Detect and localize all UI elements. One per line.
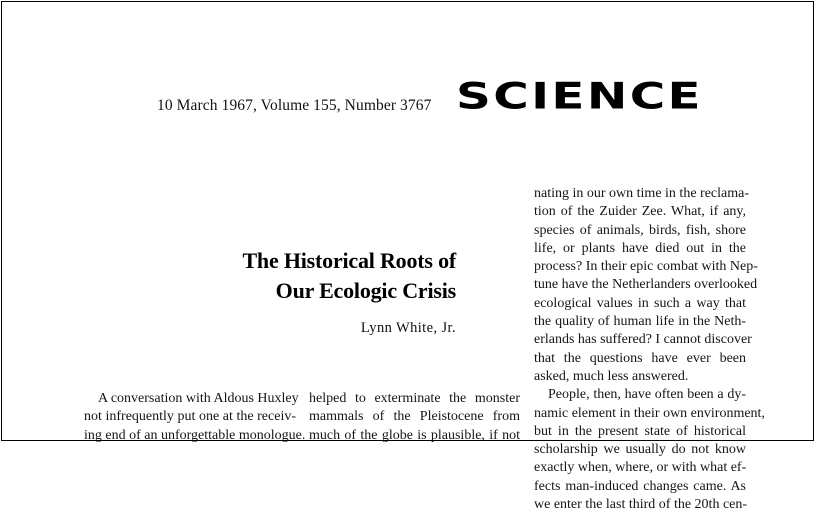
text-line: nating in our own time in the reclama-	[534, 186, 749, 201]
article-author: Lynn White, Jr.	[360, 320, 456, 336]
text-line: process? In their epic combat with Nep-	[534, 259, 758, 275]
text-line: scholarship we usually do not know	[534, 442, 746, 458]
text-line: much of the globe is plausible, if not	[309, 427, 520, 443]
text-line: tune have the Netherlanders overlooked	[534, 277, 758, 293]
text-line: erlands has suffered? I cannot discover	[534, 332, 752, 348]
text-line: exactly when, where, or with what ef-	[534, 460, 747, 476]
body-column-middle	[309, 390, 520, 445]
issue-line: 10 March 1967, Volume 155, Number 3767	[157, 97, 432, 114]
text-line: life, or plants have died out in the	[534, 240, 746, 256]
article-title-line-2: Our Ecologic Crisis	[275, 278, 456, 303]
text-line: asked, much less answered.	[534, 368, 689, 384]
text-line: mammals of the Pleistocene from	[309, 409, 520, 425]
article-title	[152, 246, 456, 306]
text-line: not infrequently put one at the receiv-	[84, 409, 296, 425]
text-line: People, then, have often been a dy-	[548, 387, 746, 403]
text-line: fects man-induced changes came. As	[534, 478, 746, 494]
text-line: tion of the Zuider Zee. What, if any,	[534, 204, 746, 220]
page-frame	[1, 1, 814, 513]
text-line: but in the present state of historical	[534, 423, 746, 439]
text-line: ecological values in such a way that	[534, 295, 746, 311]
text-line: we enter the last third of the 20th cen-	[534, 497, 748, 513]
journal-masthead: SCIENCE	[456, 75, 703, 118]
text-line: the quality of human life in the Neth-	[534, 314, 746, 330]
text-line: helped to exterminate the monster	[309, 391, 520, 406]
text-line: ing end of an unforgettable monologue.	[84, 427, 306, 443]
text-line: A conversation with Aldous Huxley	[98, 391, 299, 406]
text-line: namic element in their own environment,	[534, 405, 765, 421]
text-line: that the questions have ever been	[534, 350, 746, 366]
body-column-right	[534, 185, 765, 514]
body-column-left	[84, 390, 306, 445]
text-line: species of animals, birds, fish, shore	[534, 222, 746, 238]
article-title-line-1: The Historical Roots of	[242, 248, 456, 273]
